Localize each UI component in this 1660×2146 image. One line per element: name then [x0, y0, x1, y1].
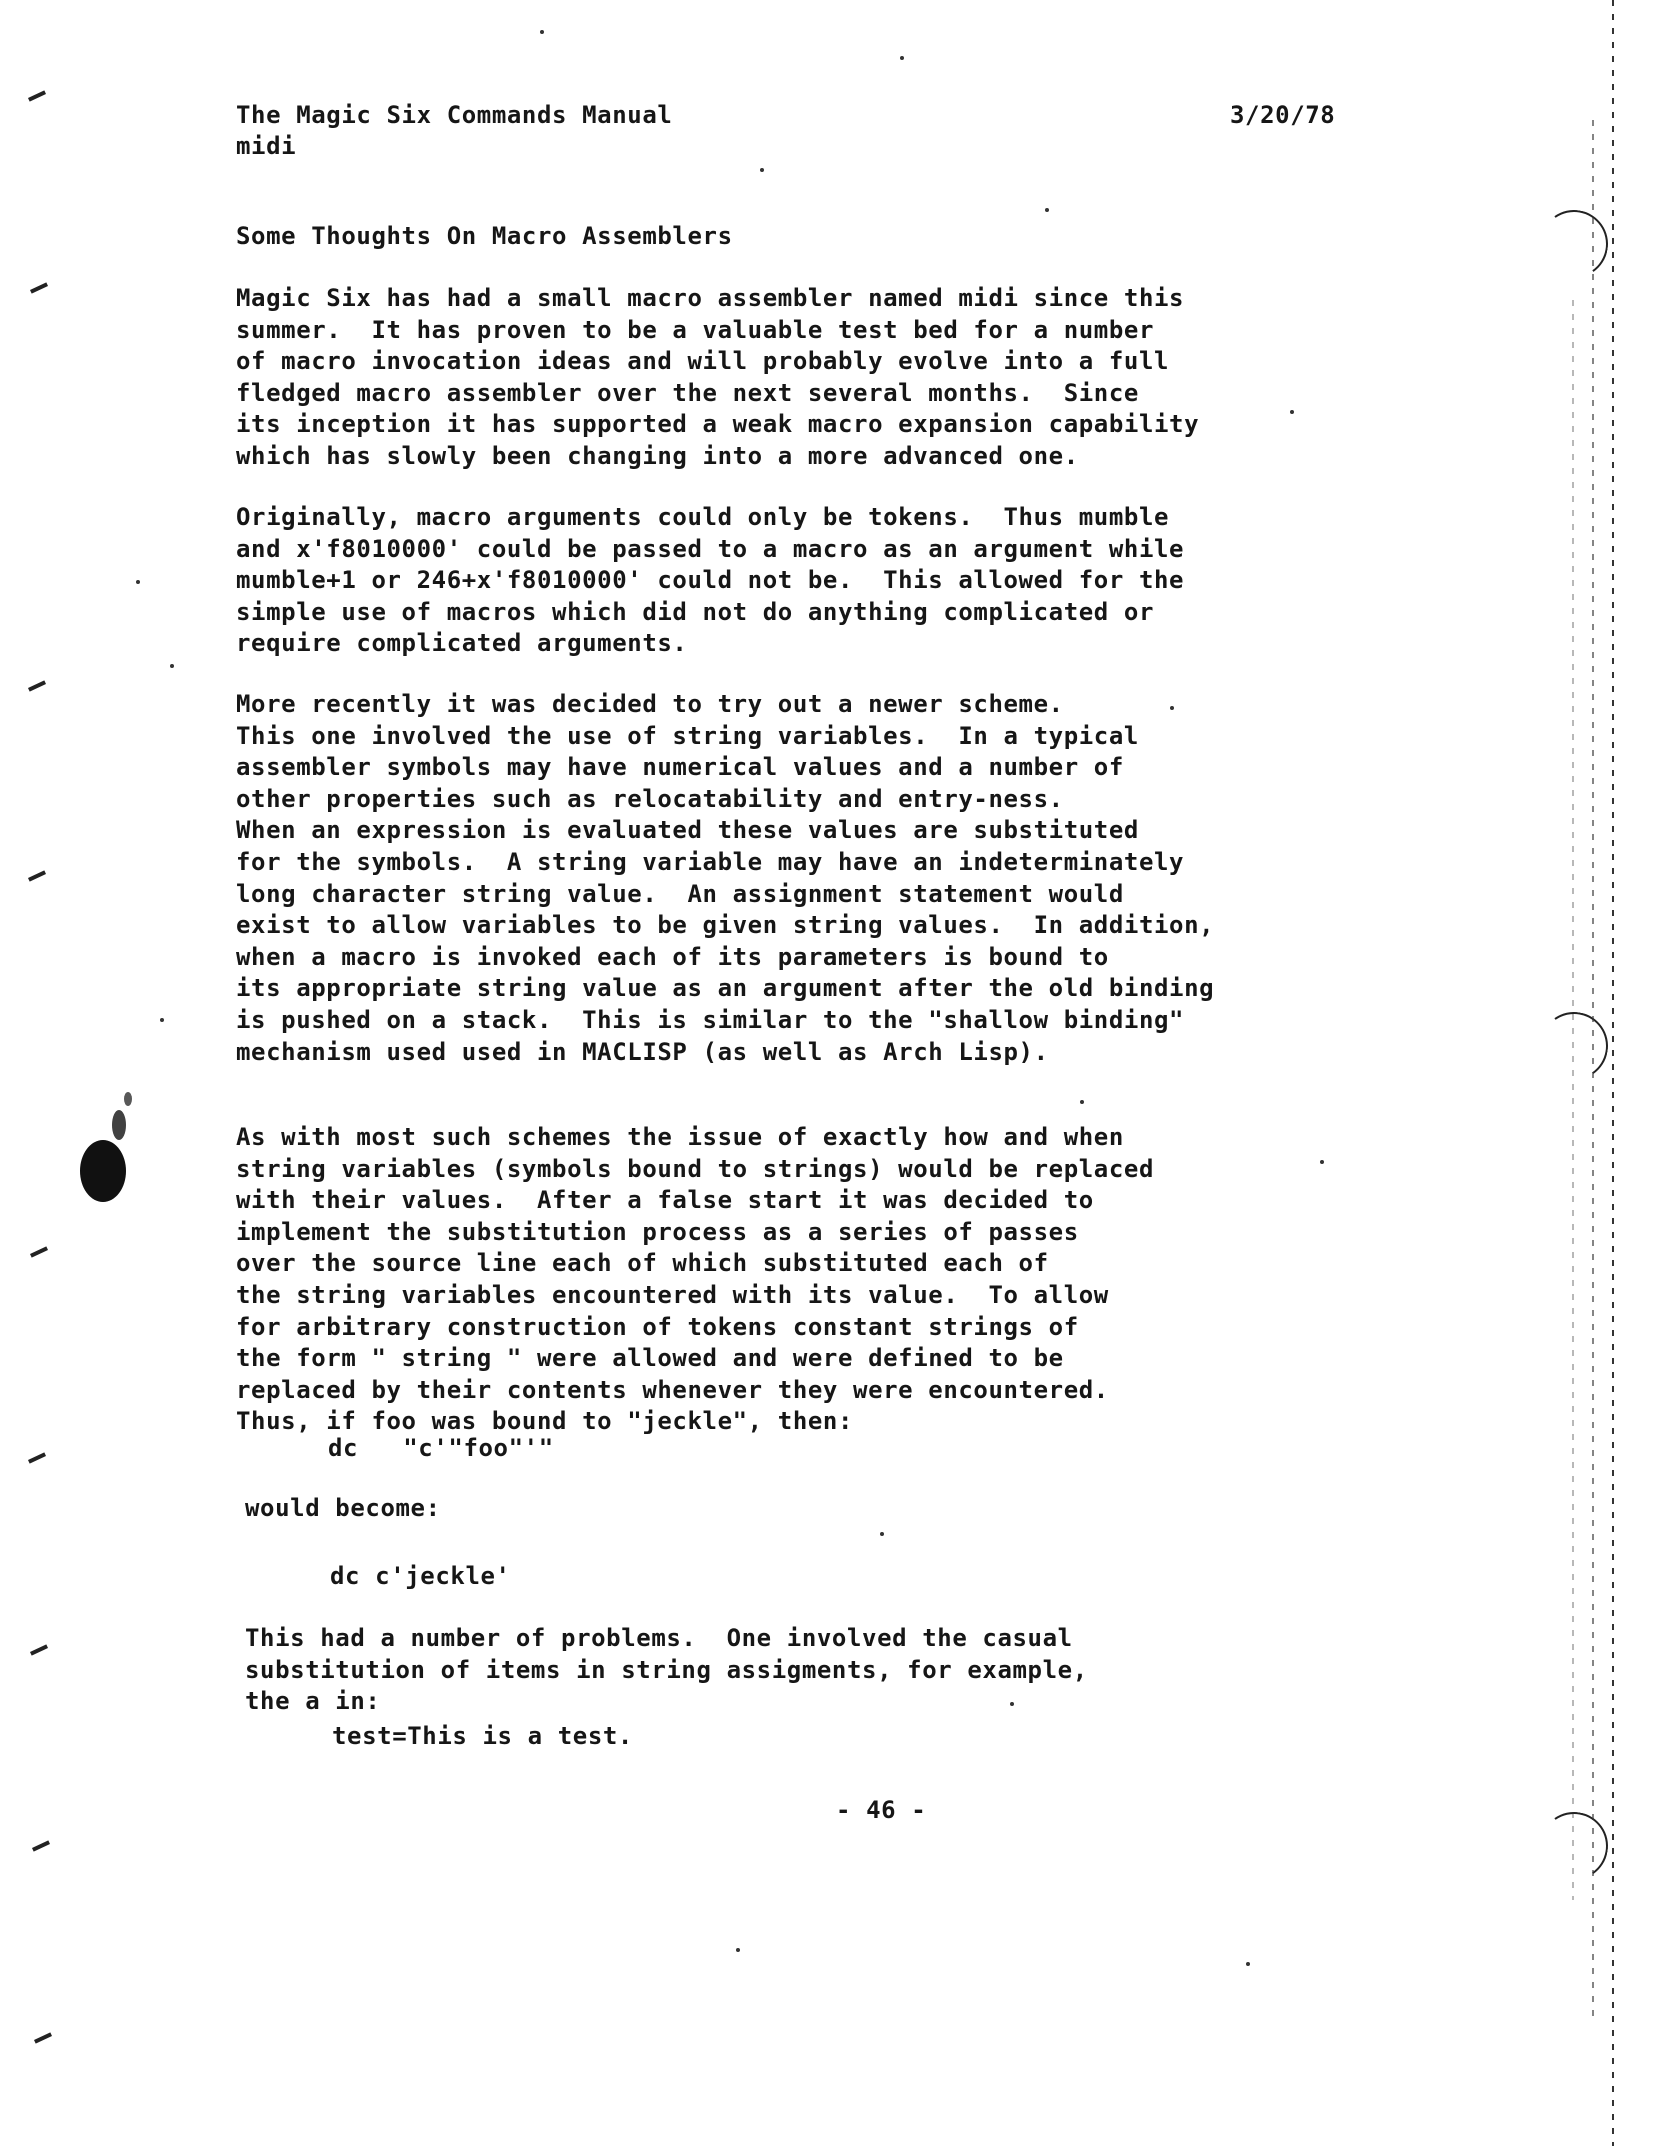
margin-mark: [34, 2032, 52, 2043]
section-heading: Some Thoughts On Macro Assemblers: [236, 222, 733, 250]
code-example-dc-jeckle: dc c'jeckle': [330, 1562, 511, 1590]
page-edge-shadow: [1612, 0, 1614, 2146]
scan-speck: [1045, 208, 1049, 212]
margin-mark: [28, 680, 46, 691]
code-example-dc-foo: dc "c'"foo"'": [328, 1434, 554, 1462]
page-edge-shadow: [1572, 300, 1574, 1900]
paragraph-problems: This had a number of problems. One involved the casual substitution of items in string assigments, for example, the a in:: [245, 1624, 1088, 1716]
scan-speck: [880, 1532, 884, 1536]
binder-hole-mark: [1535, 205, 1614, 284]
paragraph-would-become: would become:: [245, 1494, 441, 1522]
margin-mark: [30, 282, 48, 293]
scan-speck: [170, 664, 174, 668]
page-edge-shadow: [1592, 120, 1594, 2020]
margin-mark: [28, 90, 46, 101]
scan-speck: [1320, 1160, 1324, 1164]
scan-speck: [160, 1018, 164, 1022]
margin-mark: [28, 870, 46, 881]
margin-mark: [32, 1840, 50, 1851]
paragraph-intro: Magic Six has had a small macro assembler named midi since this summer. It has proven to be a valuable test bed for a number of macro invocation ideas and will probably evolve into a full fledged macro assembler over the next several months. Since its inception it has supported a weak macro expansion capability which has slowly been changing into a more advanced one.: [236, 284, 1200, 470]
paragraph-originally: Originally, macro arguments could only be tokens. Thus mumble and x'f8010000' could be passed to a macro as an argument while mumble+1 or 246+x'f8010000' could not be. This allowed for the simple use of macros which did not do anything complicated or require complicated arguments.: [236, 503, 1185, 658]
scan-speck: [1290, 410, 1294, 414]
margin-mark: [30, 1644, 48, 1655]
scan-speck: [736, 1948, 740, 1952]
paragraph-recently: More recently it was decided to try out a newer scheme. This one involved the use of string variables. In a typical assembler symbols may have numerical values and a number of other properties such as relocatability and entry-ness. When an expression is evaluated these values are substituted for the symbols. A string variable may have an indeterminately long character string value. An assignment statement would exist to allow variables to be given string values. In addition, when a macro is invoked each of its parameters is bound to its appropriate string value as an argument after the old binding is pushed on a stack. This is similar to the "shallow binding" mechanism used used in MACLISP (as well as Arch Lisp).: [236, 690, 1215, 1066]
margin-mark: [30, 1246, 48, 1257]
scan-speck: [1080, 1100, 1084, 1104]
scan-speck: [540, 30, 544, 34]
page-number: - 46 -: [836, 1796, 927, 1824]
ink-blot: [124, 1092, 132, 1106]
code-example-test-assignment: test=This is a test.: [332, 1722, 633, 1750]
scan-speck: [1010, 1702, 1014, 1706]
margin-mark: [28, 1452, 46, 1463]
scan-speck: [900, 56, 904, 60]
document-title: The Magic Six Commands Manual: [236, 101, 673, 129]
binder-hole-mark: [1535, 1807, 1614, 1886]
document-subtitle: midi: [236, 132, 297, 160]
ink-blot: [112, 1110, 126, 1140]
scan-speck: [1170, 706, 1174, 710]
document-date: 3/20/78: [1230, 101, 1336, 129]
binder-hole-mark: [1535, 1007, 1614, 1086]
scan-speck: [760, 168, 764, 172]
paragraph-schemes: As with most such schemes the issue of exactly how and when string variables (symbols bound to strings) would be replaced with their values. After a false start it was decided to implement the substitution process as a series of passes over the source line each of which substituted each of the string variables encountered with its value. To allow for arbitrary construction of tokens constant strings of the form " string " were allowed and were defined to be replaced by their contents whenever they were encountered. Thus, if foo was bound to "jeckle", then:: [236, 1123, 1155, 1436]
ink-blot: [80, 1140, 126, 1202]
scan-speck: [136, 580, 140, 584]
scan-speck: [1246, 1962, 1250, 1966]
